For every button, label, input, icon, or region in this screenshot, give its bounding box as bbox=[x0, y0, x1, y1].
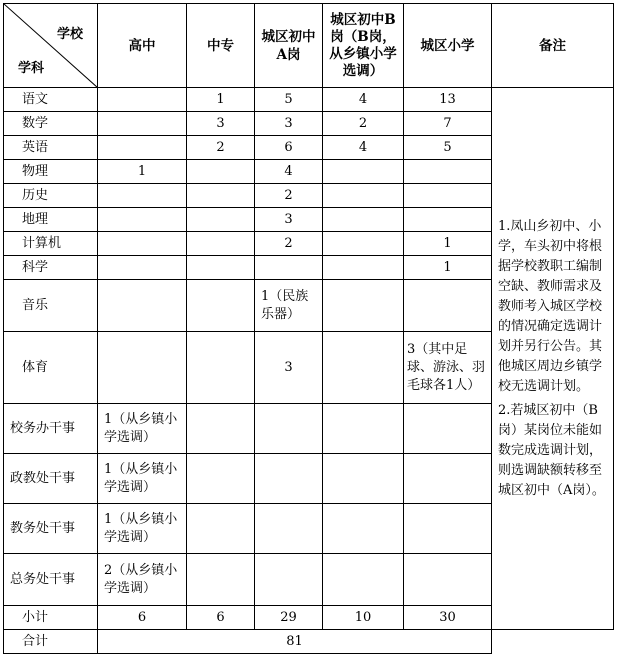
value-cell bbox=[187, 454, 255, 504]
value-cell bbox=[255, 554, 323, 606]
value-cell bbox=[404, 280, 492, 332]
value-cell: 1 bbox=[404, 256, 492, 280]
col-header-notes: 备注 bbox=[492, 4, 614, 88]
value-cell: 4 bbox=[323, 88, 404, 112]
col-header-xiaoxue: 城区小学 bbox=[404, 4, 492, 88]
value-cell: 3 bbox=[255, 332, 323, 404]
value-cell: 6 bbox=[255, 136, 323, 160]
value-cell bbox=[98, 184, 187, 208]
table-row bbox=[4, 88, 614, 112]
value-cell bbox=[323, 256, 404, 280]
value-cell bbox=[404, 404, 492, 454]
value-cell bbox=[187, 504, 255, 554]
value-cell bbox=[323, 332, 404, 404]
value-cell bbox=[255, 404, 323, 454]
corner-school-label: 学校 bbox=[56, 27, 83, 42]
value-cell bbox=[187, 232, 255, 256]
value-cell bbox=[98, 208, 187, 232]
value-cell bbox=[255, 256, 323, 280]
value-cell bbox=[323, 280, 404, 332]
value-cell bbox=[187, 184, 255, 208]
value-cell bbox=[98, 136, 187, 160]
value-cell bbox=[98, 232, 187, 256]
value-cell bbox=[404, 208, 492, 232]
value-cell: 1（民族乐器） bbox=[255, 280, 323, 332]
value-cell bbox=[323, 184, 404, 208]
value-cell bbox=[323, 404, 404, 454]
value-cell: 3 bbox=[255, 208, 323, 232]
value-cell bbox=[404, 504, 492, 554]
value-cell bbox=[404, 160, 492, 184]
value-cell: 2 bbox=[255, 232, 323, 256]
value-cell: 2 bbox=[255, 184, 323, 208]
note-1: 1.凤山乡初中、小学，车头初中将根据学校教职工编制空缺、教师需求及教师考入城区学校的情况确定选调计划并另行公告。其他城区周边乡镇学校无选调计划。 bbox=[498, 218, 603, 394]
value-cell: 1（从乡镇小学选调） bbox=[98, 504, 187, 554]
value-cell bbox=[187, 160, 255, 184]
subject-cell: 地理 bbox=[4, 208, 98, 232]
value-cell: 7 bbox=[404, 112, 492, 136]
value-cell: 1（从乡镇小学选调） bbox=[98, 404, 187, 454]
value-cell: 13 bbox=[404, 88, 492, 112]
value-cell bbox=[255, 454, 323, 504]
value-cell bbox=[187, 404, 255, 454]
value-cell bbox=[98, 280, 187, 332]
total-label: 合计 bbox=[4, 630, 98, 654]
subject-cell: 英语 bbox=[4, 136, 98, 160]
value-cell bbox=[98, 332, 187, 404]
subject-cell: 校务办干事 bbox=[4, 404, 98, 454]
value-cell: 1 bbox=[404, 232, 492, 256]
value-cell bbox=[404, 184, 492, 208]
value-cell bbox=[404, 554, 492, 606]
notes-cell bbox=[492, 88, 614, 630]
value-cell bbox=[98, 112, 187, 136]
subject-cell: 历史 bbox=[4, 184, 98, 208]
value-cell: 1 bbox=[187, 88, 255, 112]
value-cell bbox=[187, 256, 255, 280]
subtotal-zhongzhuan: 6 bbox=[187, 606, 255, 630]
subject-cell: 音乐 bbox=[4, 280, 98, 332]
corner-subject-label: 学科 bbox=[18, 61, 45, 76]
subject-cell: 体育 bbox=[4, 332, 98, 404]
value-cell bbox=[187, 554, 255, 606]
value-cell: 1（从乡镇小学选调） bbox=[98, 454, 187, 504]
value-cell bbox=[255, 504, 323, 554]
note-2: 2.若城区初中（B岗）某岗位未能如数完成选调计划，则选调缺额转移至城区初中（A岗）。 bbox=[498, 402, 605, 498]
value-cell bbox=[187, 208, 255, 232]
total-value: 81 bbox=[98, 630, 492, 654]
subject-cell: 科学 bbox=[4, 256, 98, 280]
value-cell bbox=[323, 454, 404, 504]
value-cell: 1 bbox=[98, 160, 187, 184]
value-cell bbox=[404, 454, 492, 504]
value-cell: 2 bbox=[323, 112, 404, 136]
value-cell bbox=[323, 554, 404, 606]
subtotal-gaozhong: 6 bbox=[98, 606, 187, 630]
subtotal-chuzhong-b: 10 bbox=[323, 606, 404, 630]
subtotal-label: 小计 bbox=[4, 606, 98, 630]
header-corner-cell bbox=[4, 4, 98, 88]
col-header-chuzhong-a: 城区初中A岗 bbox=[255, 4, 323, 88]
subject-cell: 计算机 bbox=[4, 232, 98, 256]
subtotal-xiaoxue: 30 bbox=[404, 606, 492, 630]
subtotal-chuzhong-a: 29 bbox=[255, 606, 323, 630]
value-cell bbox=[323, 208, 404, 232]
value-cell: 2（从乡镇小学选调） bbox=[98, 554, 187, 606]
value-cell: 3 bbox=[187, 112, 255, 136]
header-row bbox=[4, 4, 614, 88]
subject-cell: 总务处干事 bbox=[4, 554, 98, 606]
value-cell: 4 bbox=[255, 160, 323, 184]
col-header-gaozhong: 高中 bbox=[98, 4, 187, 88]
value-cell bbox=[187, 332, 255, 404]
value-cell bbox=[187, 280, 255, 332]
recruitment-table-container bbox=[3, 3, 614, 654]
value-cell: 4 bbox=[323, 136, 404, 160]
col-header-chuzhong-b: 城区初中B岗（B岗，从乡镇小学选调） bbox=[323, 4, 404, 88]
total-row bbox=[4, 630, 614, 654]
value-cell: 3 bbox=[255, 112, 323, 136]
subject-cell: 教务处干事 bbox=[4, 504, 98, 554]
subject-cell: 政教处干事 bbox=[4, 454, 98, 504]
subject-cell: 数学 bbox=[4, 112, 98, 136]
recruitment-plan-table bbox=[3, 3, 614, 654]
value-cell bbox=[323, 504, 404, 554]
value-cell bbox=[98, 256, 187, 280]
value-cell: 2 bbox=[187, 136, 255, 160]
value-cell: 3（其中足球、游泳、羽毛球各1人） bbox=[404, 332, 492, 404]
value-cell bbox=[323, 232, 404, 256]
value-cell bbox=[98, 88, 187, 112]
subject-cell: 物理 bbox=[4, 160, 98, 184]
value-cell: 5 bbox=[255, 88, 323, 112]
col-header-zhongzhuan: 中专 bbox=[187, 4, 255, 88]
subject-cell: 语文 bbox=[4, 88, 98, 112]
value-cell: 5 bbox=[404, 136, 492, 160]
value-cell bbox=[323, 160, 404, 184]
